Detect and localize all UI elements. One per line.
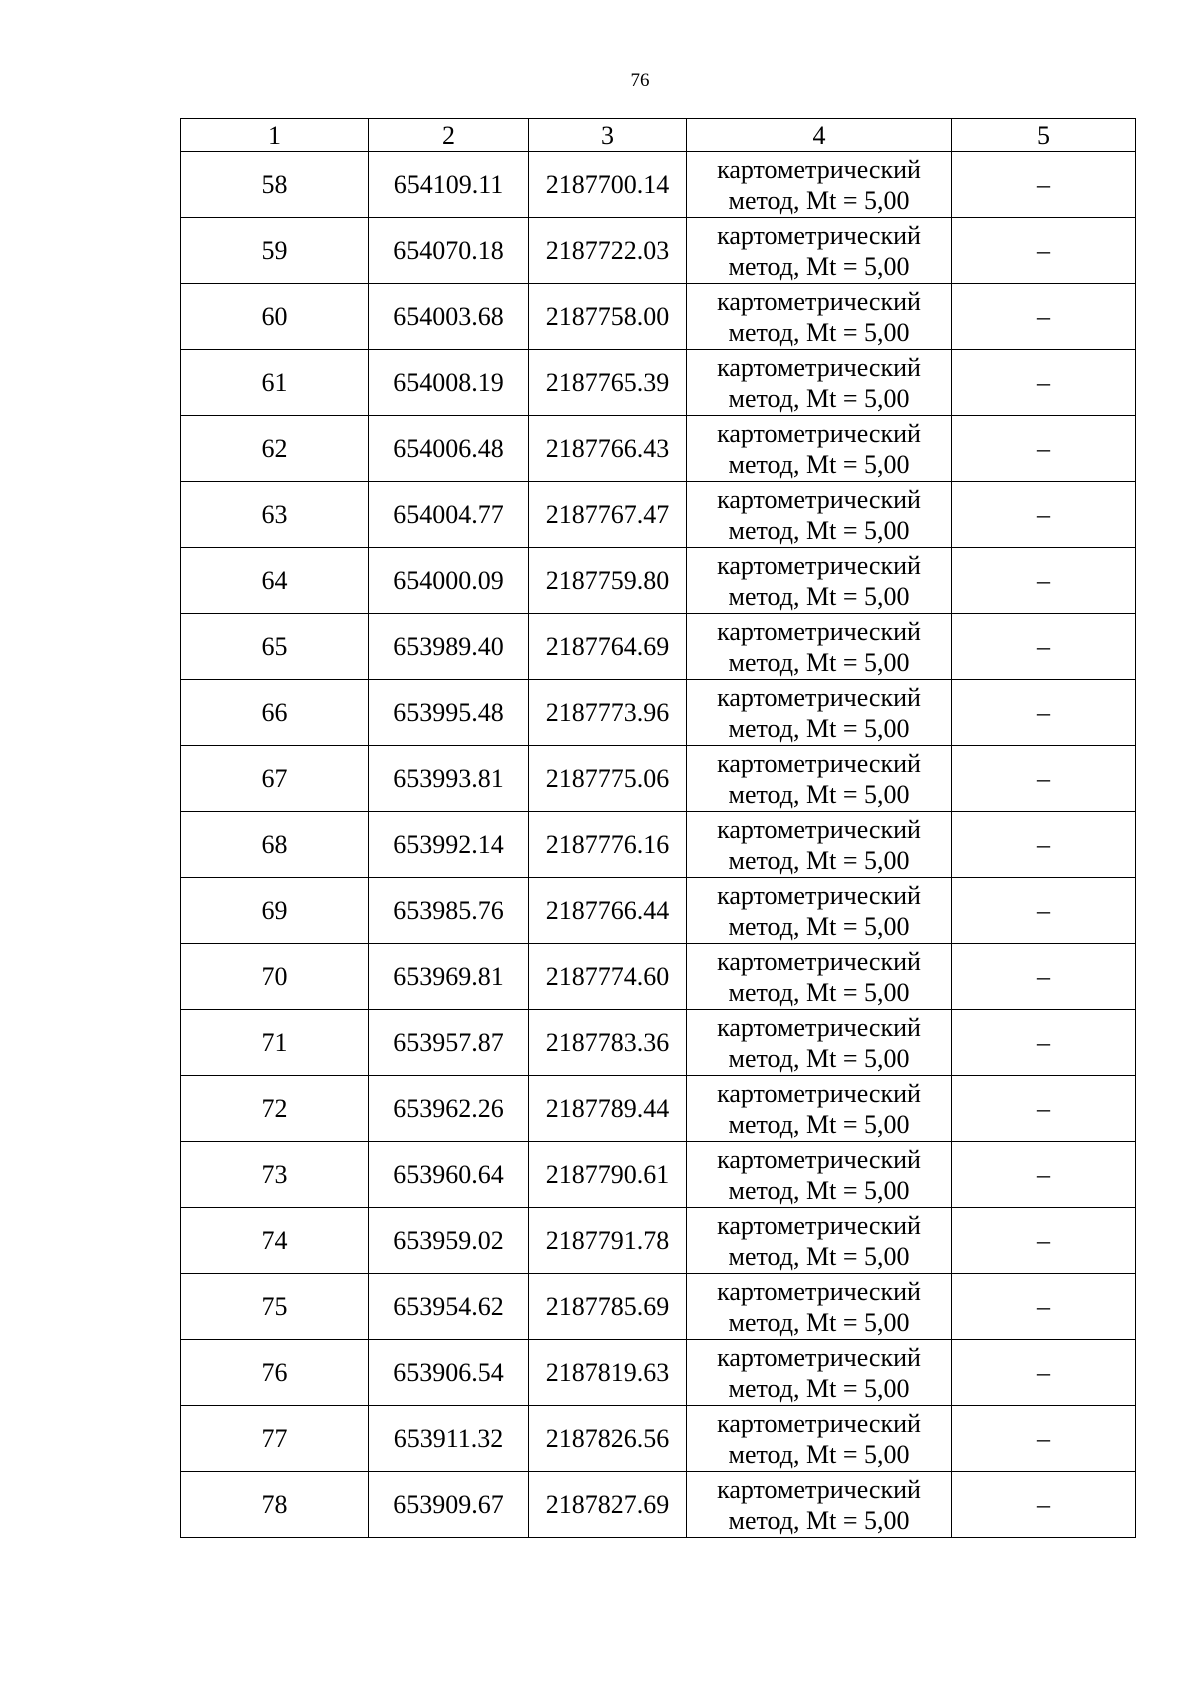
point-number-cell: 65 <box>181 614 369 680</box>
method-cell <box>687 1208 952 1274</box>
y-coordinate-cell: 2187764.69 <box>529 614 687 680</box>
method-line-1: картометрический <box>717 550 921 580</box>
method-cell <box>687 548 952 614</box>
method-cell <box>687 680 952 746</box>
y-coordinate-cell: 2187826.56 <box>529 1406 687 1472</box>
point-number-cell: 66 <box>181 680 369 746</box>
note-cell: – <box>952 1142 1136 1208</box>
point-number-cell: 71 <box>181 1010 369 1076</box>
method-cell <box>687 284 952 350</box>
x-coordinate-cell: 654004.77 <box>369 482 529 548</box>
method-line-2: метод, Mt = 5,00 <box>728 1439 910 1469</box>
method-line-2: метод, Mt = 5,00 <box>728 581 910 611</box>
method-cell <box>687 1406 952 1472</box>
method-cell <box>687 152 952 218</box>
method-line-2: метод, Mt = 5,00 <box>728 185 910 215</box>
method-cell <box>687 350 952 416</box>
method-line-1: картометрический <box>717 1342 921 1372</box>
x-coordinate-cell: 654008.19 <box>369 350 529 416</box>
x-coordinate-cell: 653957.87 <box>369 1010 529 1076</box>
method-cell <box>687 482 952 548</box>
method-line-1: картометрический <box>717 814 921 844</box>
method-line-2: метод, Mt = 5,00 <box>728 647 910 677</box>
x-coordinate-cell: 653959.02 <box>369 1208 529 1274</box>
y-coordinate-cell: 2187791.78 <box>529 1208 687 1274</box>
x-coordinate-cell: 654109.11 <box>369 152 529 218</box>
method-line-2: метод, Mt = 5,00 <box>728 713 910 743</box>
x-coordinate-cell: 654006.48 <box>369 416 529 482</box>
method-cell <box>687 1076 952 1142</box>
x-coordinate-cell: 653906.54 <box>369 1340 529 1406</box>
table-row <box>181 1340 1136 1406</box>
x-coordinate-cell: 653969.81 <box>369 944 529 1010</box>
method-line-1: картометрический <box>717 220 921 250</box>
table-row <box>181 1142 1136 1208</box>
note-cell: – <box>952 1274 1136 1340</box>
x-coordinate-cell: 653995.48 <box>369 680 529 746</box>
point-number-cell: 74 <box>181 1208 369 1274</box>
point-number-cell: 76 <box>181 1340 369 1406</box>
column-header: 1 <box>181 119 369 152</box>
point-number-cell: 64 <box>181 548 369 614</box>
y-coordinate-cell: 2187759.80 <box>529 548 687 614</box>
note-cell: – <box>952 812 1136 878</box>
table-row <box>181 218 1136 284</box>
table-body <box>181 119 1136 1538</box>
method-line-1: картометрический <box>717 1144 921 1174</box>
method-line-1: картометрический <box>717 682 921 712</box>
table-row <box>181 350 1136 416</box>
point-number-cell: 60 <box>181 284 369 350</box>
point-number-cell: 63 <box>181 482 369 548</box>
note-cell: – <box>952 416 1136 482</box>
method-line-2: метод, Mt = 5,00 <box>728 1307 910 1337</box>
method-line-2: метод, Mt = 5,00 <box>728 383 910 413</box>
y-coordinate-cell: 2187783.36 <box>529 1010 687 1076</box>
x-coordinate-cell: 654000.09 <box>369 548 529 614</box>
method-line-1: картометрический <box>717 1210 921 1240</box>
note-cell: – <box>952 1406 1136 1472</box>
column-header: 4 <box>687 119 952 152</box>
table-row <box>181 1010 1136 1076</box>
point-number-cell: 67 <box>181 746 369 812</box>
method-line-2: метод, Mt = 5,00 <box>728 1109 910 1139</box>
table-row <box>181 680 1136 746</box>
table-row <box>181 284 1136 350</box>
y-coordinate-cell: 2187827.69 <box>529 1472 687 1538</box>
method-line-2: метод, Mt = 5,00 <box>728 1175 910 1205</box>
table-row <box>181 1208 1136 1274</box>
method-line-1: картометрический <box>717 418 921 448</box>
table-row <box>181 1076 1136 1142</box>
note-cell: – <box>952 350 1136 416</box>
method-line-2: метод, Mt = 5,00 <box>728 1043 910 1073</box>
note-cell: – <box>952 1010 1136 1076</box>
note-cell: – <box>952 614 1136 680</box>
y-coordinate-cell: 2187774.60 <box>529 944 687 1010</box>
note-cell: – <box>952 548 1136 614</box>
y-coordinate-cell: 2187765.39 <box>529 350 687 416</box>
x-coordinate-cell: 653954.62 <box>369 1274 529 1340</box>
note-cell: – <box>952 746 1136 812</box>
x-coordinate-cell: 654003.68 <box>369 284 529 350</box>
method-line-2: метод, Mt = 5,00 <box>728 1373 910 1403</box>
method-line-2: метод, Mt = 5,00 <box>728 1241 910 1271</box>
method-cell <box>687 1340 952 1406</box>
method-line-1: картометрический <box>717 484 921 514</box>
y-coordinate-cell: 2187790.61 <box>529 1142 687 1208</box>
column-header: 5 <box>952 119 1136 152</box>
method-line-2: метод, Mt = 5,00 <box>728 317 910 347</box>
method-line-1: картометрический <box>717 946 921 976</box>
note-cell: – <box>952 218 1136 284</box>
point-number-cell: 73 <box>181 1142 369 1208</box>
x-coordinate-cell: 653960.64 <box>369 1142 529 1208</box>
method-line-1: картометрический <box>717 154 921 184</box>
table-row <box>181 746 1136 812</box>
point-number-cell: 61 <box>181 350 369 416</box>
method-cell <box>687 812 952 878</box>
point-number-cell: 59 <box>181 218 369 284</box>
table-header-row <box>181 119 1136 152</box>
x-coordinate-cell: 653962.26 <box>369 1076 529 1142</box>
coordinates-table <box>180 118 1136 1538</box>
note-cell: – <box>952 482 1136 548</box>
point-number-cell: 62 <box>181 416 369 482</box>
method-cell <box>687 1010 952 1076</box>
note-cell: – <box>952 1076 1136 1142</box>
method-cell <box>687 1274 952 1340</box>
x-coordinate-cell: 653989.40 <box>369 614 529 680</box>
method-line-2: метод, Mt = 5,00 <box>728 845 910 875</box>
note-cell: – <box>952 680 1136 746</box>
method-line-2: метод, Mt = 5,00 <box>728 911 910 941</box>
method-line-1: картометрический <box>717 880 921 910</box>
table-row <box>181 1472 1136 1538</box>
method-line-1: картометрический <box>717 286 921 316</box>
table-row <box>181 548 1136 614</box>
point-number-cell: 72 <box>181 1076 369 1142</box>
x-coordinate-cell: 653911.32 <box>369 1406 529 1472</box>
note-cell: – <box>952 1472 1136 1538</box>
method-cell <box>687 614 952 680</box>
method-line-1: картометрический <box>717 616 921 646</box>
note-cell: – <box>952 152 1136 218</box>
note-cell: – <box>952 1340 1136 1406</box>
method-line-1: картометрический <box>717 1408 921 1438</box>
point-number-cell: 70 <box>181 944 369 1010</box>
method-line-2: метод, Mt = 5,00 <box>728 779 910 809</box>
page-number: 76 <box>630 70 650 91</box>
method-line-1: картометрический <box>717 1012 921 1042</box>
y-coordinate-cell: 2187819.63 <box>529 1340 687 1406</box>
point-number-cell: 77 <box>181 1406 369 1472</box>
table-row <box>181 416 1136 482</box>
x-coordinate-cell: 653985.76 <box>369 878 529 944</box>
y-coordinate-cell: 2187700.14 <box>529 152 687 218</box>
table-row <box>181 482 1136 548</box>
x-coordinate-cell: 653993.81 <box>369 746 529 812</box>
note-cell: – <box>952 284 1136 350</box>
table-row <box>181 152 1136 218</box>
method-line-1: картометрический <box>717 1276 921 1306</box>
y-coordinate-cell: 2187766.43 <box>529 416 687 482</box>
y-coordinate-cell: 2187767.47 <box>529 482 687 548</box>
note-cell: – <box>952 944 1136 1010</box>
x-coordinate-cell: 653909.67 <box>369 1472 529 1538</box>
method-cell <box>687 416 952 482</box>
table-row <box>181 1406 1136 1472</box>
table-row <box>181 614 1136 680</box>
point-number-cell: 78 <box>181 1472 369 1538</box>
point-number-cell: 58 <box>181 152 369 218</box>
method-line-2: метод, Mt = 5,00 <box>728 515 910 545</box>
x-coordinate-cell: 654070.18 <box>369 218 529 284</box>
column-header: 2 <box>369 119 529 152</box>
method-line-2: метод, Mt = 5,00 <box>728 1505 910 1535</box>
y-coordinate-cell: 2187775.06 <box>529 746 687 812</box>
method-cell <box>687 746 952 812</box>
y-coordinate-cell: 2187789.44 <box>529 1076 687 1142</box>
method-line-1: картометрический <box>717 1078 921 1108</box>
point-number-cell: 69 <box>181 878 369 944</box>
table-row <box>181 812 1136 878</box>
method-line-2: метод, Mt = 5,00 <box>728 251 910 281</box>
y-coordinate-cell: 2187776.16 <box>529 812 687 878</box>
point-number-cell: 68 <box>181 812 369 878</box>
table-row <box>181 878 1136 944</box>
method-line-1: картометрический <box>717 352 921 382</box>
y-coordinate-cell: 2187773.96 <box>529 680 687 746</box>
y-coordinate-cell: 2187785.69 <box>529 1274 687 1340</box>
table-row <box>181 944 1136 1010</box>
y-coordinate-cell: 2187766.44 <box>529 878 687 944</box>
method-cell <box>687 1142 952 1208</box>
table-row <box>181 1274 1136 1340</box>
note-cell: – <box>952 878 1136 944</box>
method-line-2: метод, Mt = 5,00 <box>728 977 910 1007</box>
method-line-1: картометрический <box>717 748 921 778</box>
point-number-cell: 75 <box>181 1274 369 1340</box>
method-line-1: картометрический <box>717 1474 921 1504</box>
method-line-2: метод, Mt = 5,00 <box>728 449 910 479</box>
method-cell <box>687 878 952 944</box>
method-cell <box>687 944 952 1010</box>
method-cell <box>687 1472 952 1538</box>
method-cell <box>687 218 952 284</box>
note-cell: – <box>952 1208 1136 1274</box>
x-coordinate-cell: 653992.14 <box>369 812 529 878</box>
column-header: 3 <box>529 119 687 152</box>
y-coordinate-cell: 2187758.00 <box>529 284 687 350</box>
y-coordinate-cell: 2187722.03 <box>529 218 687 284</box>
